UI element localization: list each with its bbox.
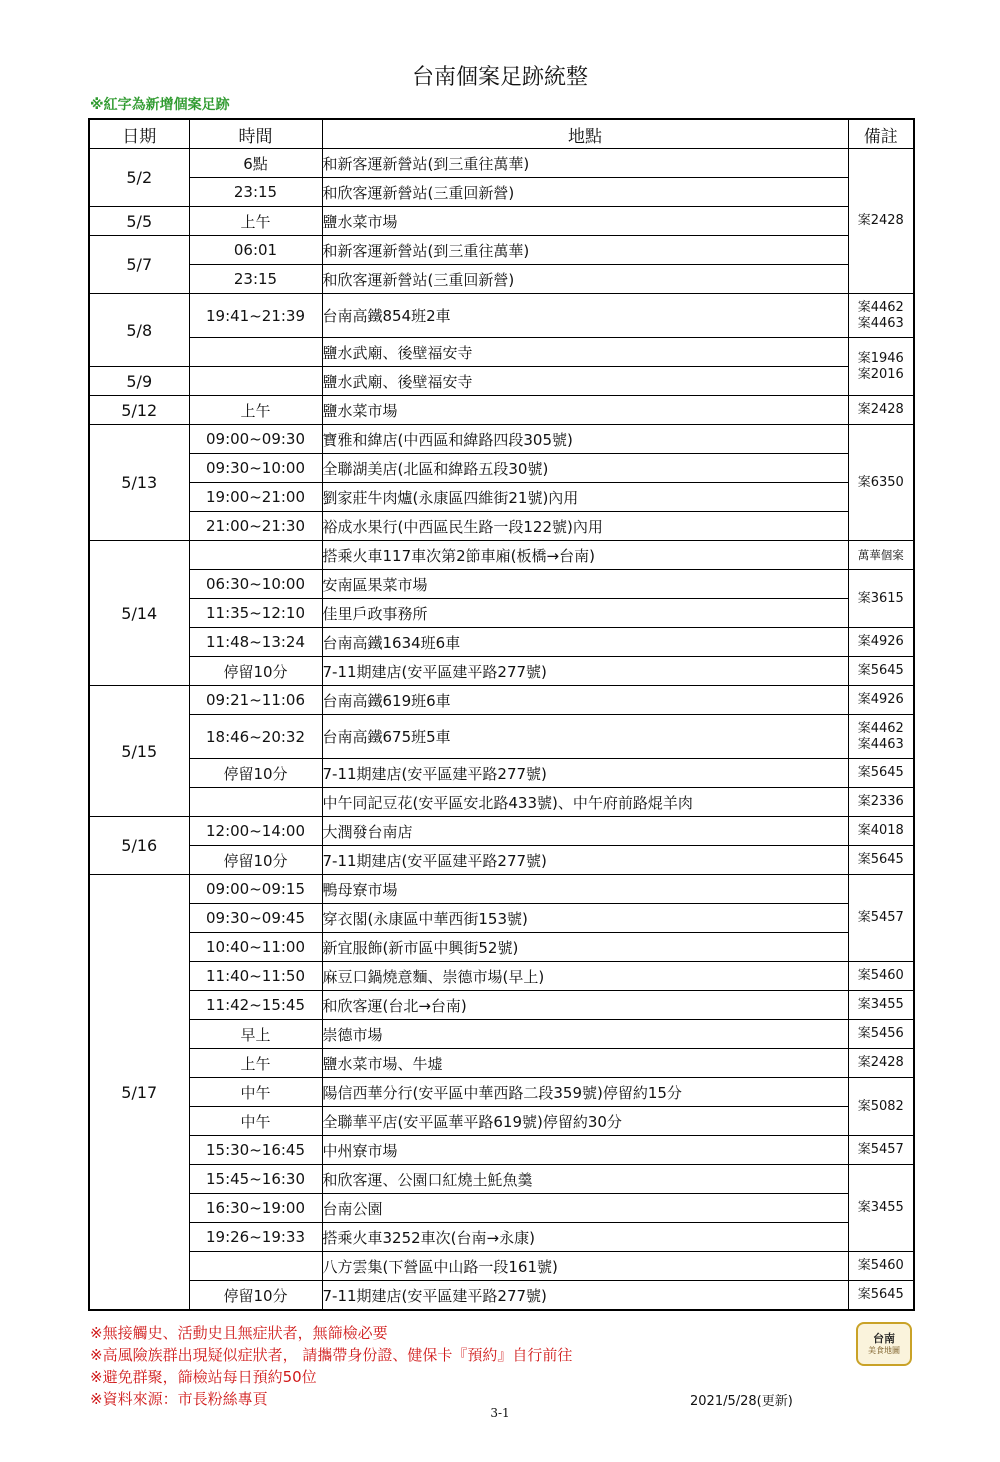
table-row — [89, 1107, 914, 1136]
note-cell: 案1946 案2016 — [848, 338, 914, 396]
place-cell: 新宜服飾(新市區中興街52號) — [322, 933, 848, 962]
time-cell: 早上 — [189, 1020, 322, 1049]
place-cell: 和欣客運、公園口紅燒土魠魚羹 — [322, 1165, 848, 1194]
note-cell: 案3455 — [848, 1165, 914, 1252]
table-row — [89, 1078, 914, 1107]
note-cell: 案2428 — [848, 1049, 914, 1078]
place-cell: 和欣客運新營站(三重回新營) — [322, 265, 848, 294]
table-row — [89, 962, 914, 991]
place-cell: 7-11期建店(安平區建平路277號) — [322, 759, 848, 788]
note-cell: 萬華個案 — [848, 541, 914, 570]
time-cell: 09:21~11:06 — [189, 686, 322, 715]
note-cell: 案2428 — [848, 149, 914, 294]
note-cell: 案5457 — [848, 1136, 914, 1165]
table-row — [89, 1223, 914, 1252]
table-row — [89, 265, 914, 294]
time-cell: 12:00~14:00 — [189, 817, 322, 846]
time-cell — [189, 541, 322, 570]
footnotes — [90, 1322, 572, 1410]
footnote: ※資料來源：市長粉絲專頁 — [90, 1390, 268, 1408]
date-cell: 5/12 — [89, 396, 189, 425]
table-row — [89, 599, 914, 628]
note-cell: 案5645 — [848, 657, 914, 686]
note-cell: 案5645 — [848, 1281, 914, 1311]
table-row — [89, 338, 914, 367]
place-cell: 台南高鐵854班2車 — [322, 294, 848, 338]
table-row — [89, 686, 914, 715]
place-cell: 台南高鐵675班5車 — [322, 715, 848, 759]
page-number: 3-1 — [490, 1406, 510, 1420]
time-cell: 11:40~11:50 — [189, 962, 322, 991]
place-cell: 安南區果菜市場 — [322, 570, 848, 599]
place-cell: 鹽水武廟、後壁福安寺 — [322, 367, 848, 396]
table-row — [89, 817, 914, 846]
place-cell: 7-11期建店(安平區建平路277號) — [322, 846, 848, 875]
table-row — [89, 657, 914, 686]
time-cell: 09:00~09:30 — [189, 425, 322, 454]
date-cell: 5/14 — [89, 541, 189, 686]
page-title: 台南個案足跡統整 — [411, 65, 588, 90]
note-cell: 案4462 案4463 — [848, 715, 914, 759]
note-cell: 案5645 — [848, 759, 914, 788]
table-row — [89, 933, 914, 962]
table-row — [89, 149, 914, 178]
footprint-table — [88, 118, 915, 1311]
time-cell: 中午 — [189, 1078, 322, 1107]
time-cell: 上午 — [189, 1049, 322, 1078]
table-row — [89, 367, 914, 396]
header-time: 時間 — [189, 119, 322, 149]
header-place: 地點 — [322, 119, 848, 149]
date-cell: 5/7 — [89, 236, 189, 294]
place-cell: 台南公園 — [322, 1194, 848, 1223]
logo-text-sub: 美食地圖 — [868, 1346, 900, 1355]
footnote: ※無接觸史、活動史且無症狀者，無篩檢必要 — [90, 1324, 388, 1342]
time-cell: 19:41~21:39 — [189, 294, 322, 338]
time-cell: 停留10分 — [189, 846, 322, 875]
time-cell: 上午 — [189, 207, 322, 236]
time-cell: 09:30~09:45 — [189, 904, 322, 933]
place-cell: 台南高鐵1634班6車 — [322, 628, 848, 657]
table-row — [89, 1049, 914, 1078]
table-row — [89, 846, 914, 875]
note-cell: 案4926 — [848, 628, 914, 657]
table-row — [89, 570, 914, 599]
time-cell: 11:48~13:24 — [189, 628, 322, 657]
time-cell: 11:35~12:10 — [189, 599, 322, 628]
place-cell: 和欣客運新營站(三重回新營) — [322, 178, 848, 207]
note-cell: 案4462 案4463 — [848, 294, 914, 338]
place-cell: 和新客運新營站(到三重往萬華) — [322, 236, 848, 265]
table-row — [89, 1281, 914, 1311]
table-row — [89, 454, 914, 483]
place-cell: 麻豆口鍋燒意麵、崇德市場(早上) — [322, 962, 848, 991]
place-cell: 搭乘火車3252車次(台南→永康) — [322, 1223, 848, 1252]
table-row — [89, 788, 914, 817]
place-cell: 台南高鐵619班6車 — [322, 686, 848, 715]
time-cell: 10:40~11:00 — [189, 933, 322, 962]
table-row — [89, 759, 914, 788]
place-cell: 和新客運新營站(到三重往萬華) — [322, 149, 848, 178]
date-cell: 5/5 — [89, 207, 189, 236]
place-cell: 寶雅和緯店(中西區和緯路四段305號) — [322, 425, 848, 454]
table-row — [89, 236, 914, 265]
place-cell: 鹽水武廟、後壁福安寺 — [322, 338, 848, 367]
place-cell: 裕成水果行(中西區民生路一段122號)內用 — [322, 512, 848, 541]
place-cell: 佳里戶政事務所 — [322, 599, 848, 628]
table-row — [89, 294, 914, 338]
time-cell: 21:00~21:30 — [189, 512, 322, 541]
legend-note: ※紅字為新增個案足跡 — [90, 97, 230, 113]
table-row — [89, 875, 914, 904]
table-row — [89, 512, 914, 541]
time-cell: 6點 — [189, 149, 322, 178]
time-cell: 06:30~10:00 — [189, 570, 322, 599]
footnote: ※高風險族群出現疑似症狀者， 請攜帶身份證、健保卡『預約』自行前往 — [90, 1346, 573, 1364]
place-cell: 八方雲集(下營區中山路一段161號) — [322, 1252, 848, 1281]
table-row — [89, 541, 914, 570]
table-row — [89, 483, 914, 512]
footnote: ※避免群聚，篩檢站每日預約50位 — [90, 1368, 317, 1386]
date-cell: 5/16 — [89, 817, 189, 875]
table-row — [89, 991, 914, 1020]
tainan-food-map-logo — [856, 1322, 912, 1366]
date-cell: 5/2 — [89, 149, 189, 207]
time-cell: 15:45~16:30 — [189, 1165, 322, 1194]
place-cell: 崇德市場 — [322, 1020, 848, 1049]
place-cell: 全聯湖美店(北區和緯路五段30號) — [322, 454, 848, 483]
note-cell: 案2336 — [848, 788, 914, 817]
place-cell: 鹽水菜市場 — [322, 396, 848, 425]
note-cell: 案5460 — [848, 1252, 914, 1281]
time-cell: 19:26~19:33 — [189, 1223, 322, 1252]
time-cell — [189, 338, 322, 367]
place-cell: 全聯華平店(安平區華平路619號)停留約30分 — [322, 1107, 848, 1136]
date-cell: 5/15 — [89, 686, 189, 817]
time-cell: 18:46~20:32 — [189, 715, 322, 759]
place-cell: 鹽水菜市場 — [322, 207, 848, 236]
time-cell: 19:00~21:00 — [189, 483, 322, 512]
update-date: 2021/5/28(更新) — [690, 1394, 793, 1409]
time-cell: 停留10分 — [189, 657, 322, 686]
table-row — [89, 1194, 914, 1223]
header-date: 日期 — [89, 119, 189, 149]
date-cell: 5/17 — [89, 875, 189, 1311]
note-cell: 案5457 — [848, 875, 914, 962]
note-cell: 案5460 — [848, 962, 914, 991]
header-note: 備註 — [848, 119, 914, 149]
table-row — [89, 628, 914, 657]
note-cell: 案6350 — [848, 425, 914, 541]
time-cell: 15:30~16:45 — [189, 1136, 322, 1165]
time-cell: 中午 — [189, 1107, 322, 1136]
note-cell: 案2428 — [848, 396, 914, 425]
place-cell: 劉家莊牛肉爐(永康區四維街21號)內用 — [322, 483, 848, 512]
place-cell: 搭乘火車117車次第2節車廂(板橋→台南) — [322, 541, 848, 570]
table-row — [89, 1020, 914, 1049]
time-cell — [189, 788, 322, 817]
place-cell: 大潤發台南店 — [322, 817, 848, 846]
note-cell: 案5456 — [848, 1020, 914, 1049]
time-cell: 11:42~15:45 — [189, 991, 322, 1020]
date-cell: 5/13 — [89, 425, 189, 541]
place-cell: 中午同記豆花(安平區安北路433號)、中午府前路焜羊肉 — [322, 788, 848, 817]
date-cell: 5/9 — [89, 367, 189, 396]
time-cell — [189, 1252, 322, 1281]
note-cell: 案3455 — [848, 991, 914, 1020]
time-cell: 06:01 — [189, 236, 322, 265]
place-cell: 穿衣閣(永康區中華西街153號) — [322, 904, 848, 933]
place-cell: 7-11期建店(安平區建平路277號) — [322, 657, 848, 686]
date-cell: 5/8 — [89, 294, 189, 367]
table-row — [89, 1136, 914, 1165]
place-cell: 和欣客運(台北→台南) — [322, 991, 848, 1020]
note-cell: 案4926 — [848, 686, 914, 715]
note-cell: 案3615 — [848, 570, 914, 628]
time-cell — [189, 367, 322, 396]
table-row — [89, 1252, 914, 1281]
note-cell: 案4018 — [848, 817, 914, 846]
place-cell: 鹽水菜市場、牛墟 — [322, 1049, 848, 1078]
table-row — [89, 715, 914, 759]
note-cell: 案5645 — [848, 846, 914, 875]
note-cell: 案5082 — [848, 1078, 914, 1136]
table-row — [89, 425, 914, 454]
table-row — [89, 904, 914, 933]
time-cell: 23:15 — [189, 265, 322, 294]
table-row — [89, 178, 914, 207]
place-cell: 中州寮市場 — [322, 1136, 848, 1165]
time-cell: 停留10分 — [189, 759, 322, 788]
logo-text-main: 台南 — [873, 1332, 895, 1345]
time-cell: 16:30~19:00 — [189, 1194, 322, 1223]
place-cell: 陽信西華分行(安平區中華西路二段359號)停留約15分 — [322, 1078, 848, 1107]
time-cell: 停留10分 — [189, 1281, 322, 1311]
time-cell: 23:15 — [189, 178, 322, 207]
table-row — [89, 396, 914, 425]
place-cell: 7-11期建店(安平區建平路277號) — [322, 1281, 848, 1311]
time-cell: 09:30~10:00 — [189, 454, 322, 483]
table-row — [89, 207, 914, 236]
time-cell: 上午 — [189, 396, 322, 425]
place-cell: 鴨母寮市場 — [322, 875, 848, 904]
time-cell: 09:00~09:15 — [189, 875, 322, 904]
table-row — [89, 1165, 914, 1194]
